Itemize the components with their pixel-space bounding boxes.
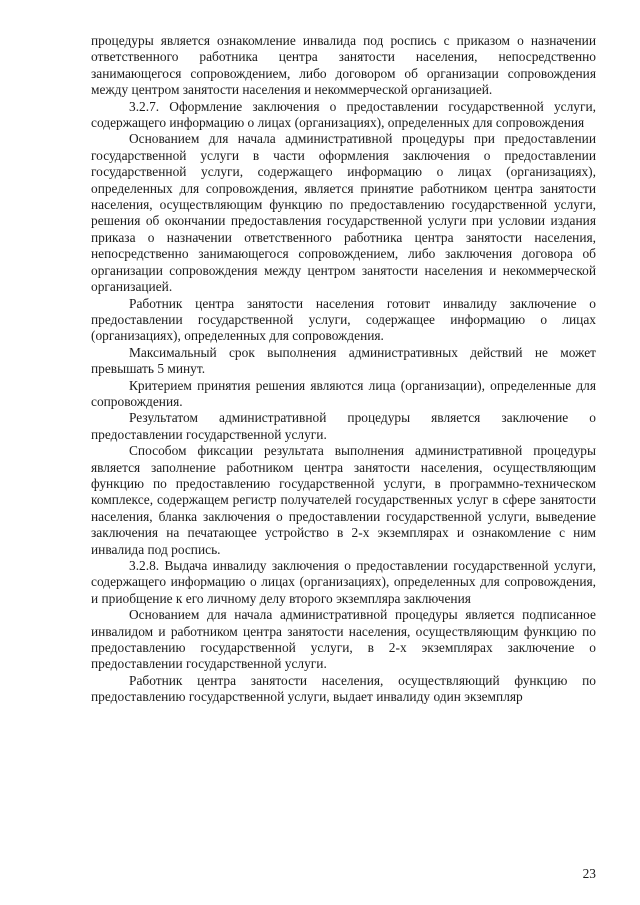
paragraph-worker-issues: Работник центра занятости населения, осуществляющий функцию по предоставлению государственной услуги, выдает инвалиду один экземпляр	[91, 672, 596, 705]
paragraph-fixation-method: Способом фиксации результата выполнения административной процедуры является заполнение работником центра занятости населения, осуществляющим функцию по предоставлению государственной услуги, в программно-техническом комплексе, содержащем регистр получателей государственных услуг в сфере занятости населения, бланка заключения о предоставлении государственной услуги, выведение заключения на печатающее устройство в 2-х экземплярах и ознакомление с ним инвалида под роспись.	[91, 443, 596, 557]
document-page	[91, 33, 596, 853]
paragraph-basis: Основанием для начала административной процедуры при предоставлении государственной услуги в части оформления заключения о предоставлении государственной услуги, содержащего информацию о лицах (организациях), определенных для сопровождения, является принятие работником центра занятости населения, осуществляющим функцию по предоставлению государственной услуги, решения об окончании предоставления государственной услуги при условии издания приказа о назначении ответственного работника центра занятости населения, непосредственно занимающегося сопровождением, либо заключения договора об организации сопровождения между центром занятости населения и некоммерческой организацией.	[91, 131, 596, 295]
paragraph-max-time: Максимальный срок выполнения административных действий не может превышать 5 минут.	[91, 344, 596, 377]
paragraph-continuation: процедуры является ознакомление инвалида под роспись с приказом о назначении ответственного работника центра занятости населения, непосредственно занимающегося сопровождением, либо договором об организации сопровождения между центром занятости населения и некоммерческой организацией.	[91, 33, 596, 98]
paragraph-worker-prepares: Работник центра занятости населения готовит инвалиду заключение о предоставлении государственной услуги, содержащее информацию о лицах (организациях), определенных для сопровождения.	[91, 295, 596, 344]
section-heading-3-2-8: 3.2.8. Выдача инвалиду заключения о предоставлении государственной услуги, содержащего информацию о лицах (организациях), определенных для сопровождения, и приобщение к его личному делу второго экземпляра заключения	[91, 558, 596, 606]
paragraph-basis-signed: Основанием для начала административной процедуры является подписанное инвалидом и работником центра занятости населения, осуществляющим функцию по предоставлению государственной услуги, в 2-х экземплярах заключение о предоставлении государственной услуги.	[91, 607, 596, 672]
page-number: 23	[582, 866, 596, 881]
paragraph-criterion: Критерием принятия решения являются лица (организации), определенные для сопровождения.	[91, 377, 596, 409]
paragraph-result: Результатом административной процедуры является заключение о предоставлении государственной услуги.	[91, 410, 596, 442]
section-heading-3-2-7: 3.2.7. Оформление заключения о предоставлении государственной услуги, содержащего информацию о лицах (организациях), определенных для сопровождения	[91, 98, 596, 131]
